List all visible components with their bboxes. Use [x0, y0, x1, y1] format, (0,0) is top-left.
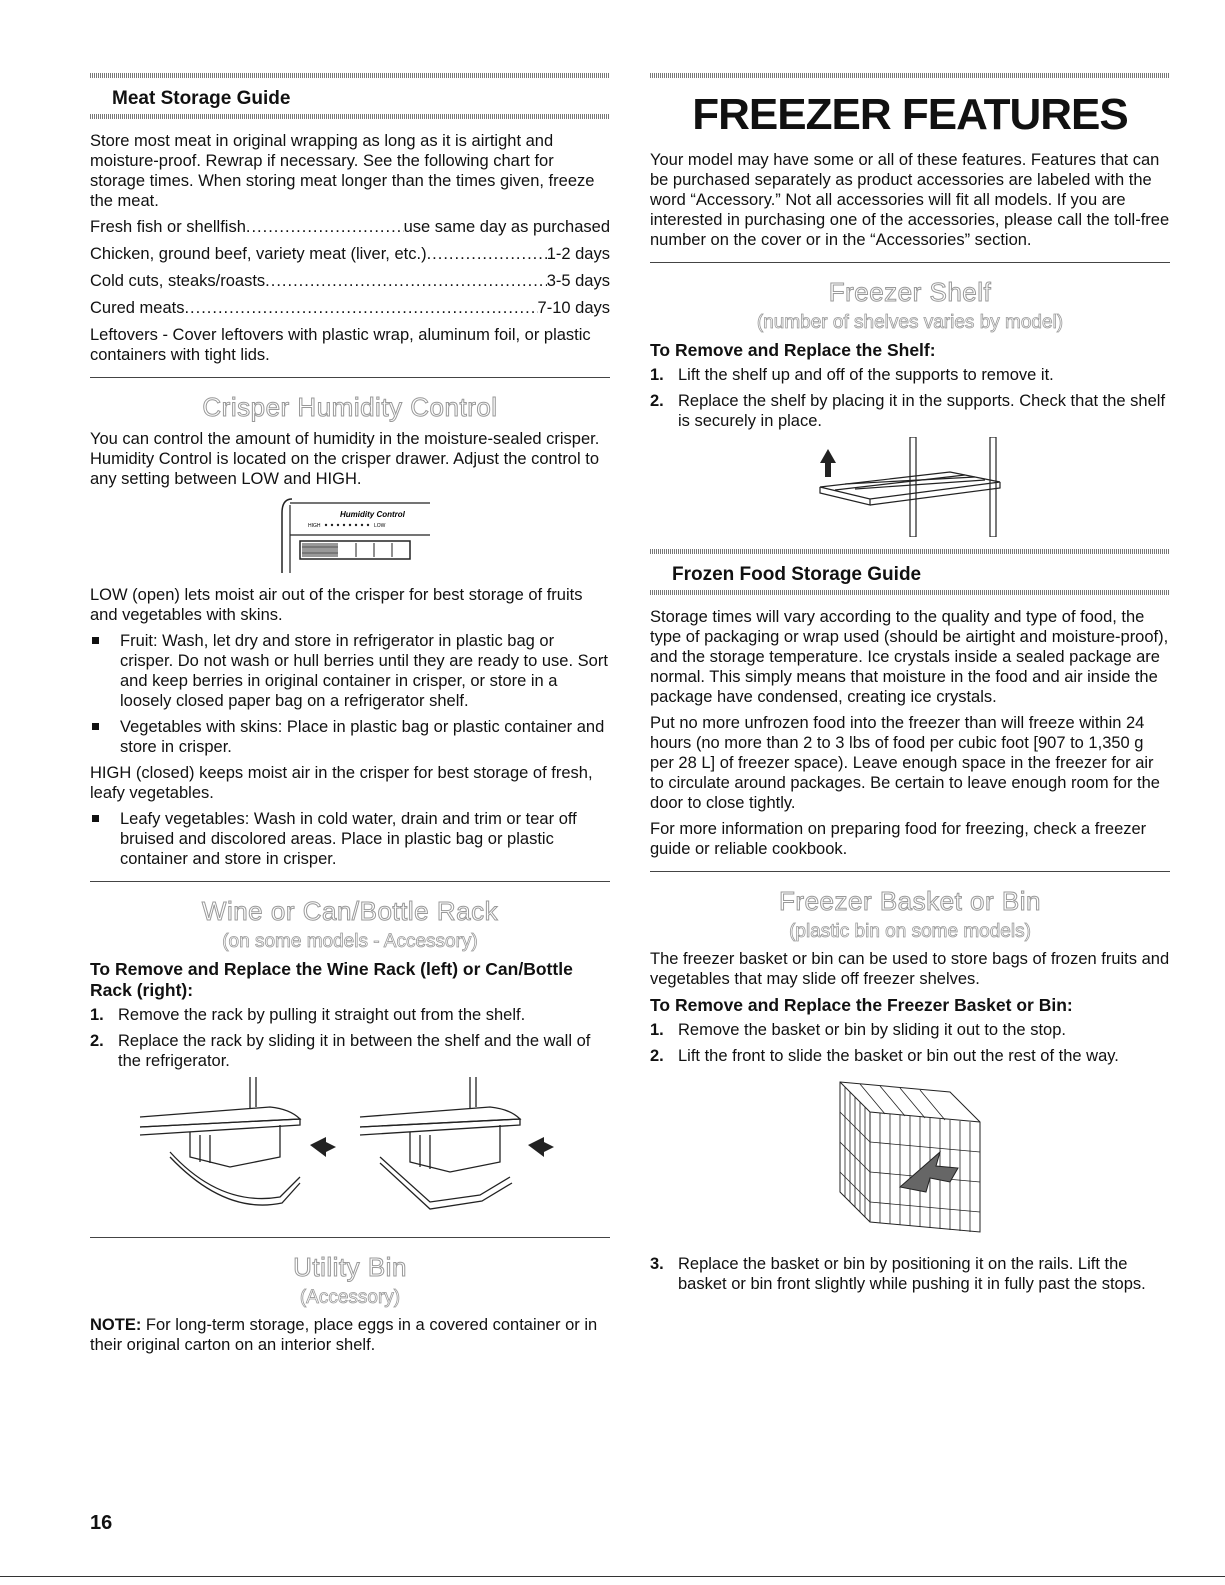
- freezer-basket-heading: Freezer Basket or Bin: [779, 886, 1041, 916]
- meat-guide-intro: Store most meat in original wrapping as long as it is airtight and moisture-proof. Rewrap if necessary. See the following chart for storage times. When storing meat longer than the times given, freeze the meat.: [90, 132, 595, 210]
- freezer-shelf-illustration: [800, 437, 1020, 537]
- list-item: [90, 717, 610, 757]
- utility-bin-note: [90, 1315, 610, 1355]
- freezer-basket-sub: (plastic bin on some models): [789, 921, 1031, 942]
- list-item: [90, 1005, 610, 1025]
- control-low: LOW: [374, 523, 386, 529]
- control-label: Humidity Control: [340, 510, 405, 519]
- table-row: [90, 244, 610, 264]
- frozen-guide-para: For more information on preparing food for freezing, check a freezer guide or reliable cookbook.: [650, 820, 1147, 858]
- step-number: 3.: [650, 1255, 664, 1273]
- freezer-basket-subhead: To Remove and Replace the Freezer Basket or Bin:: [650, 995, 1073, 1015]
- note-text: For long-term storage, place eggs in a covered container or in their original carton on an interior shelf.: [90, 1316, 598, 1354]
- table-row: [90, 298, 610, 318]
- wine-rack-subhead: To Remove and Replace the Wine Rack (left) or Can/Bottle Rack (right):: [90, 959, 573, 1000]
- bullet-text: Leafy vegetables: Wash in cold water, drain and trim or tear off bruised and discolored areas. Place in plastic bag or plastic container and store in crisper.: [120, 810, 577, 868]
- humidity-control-illustration: [270, 495, 430, 575]
- section-rule: [650, 262, 1170, 263]
- frozen-guide-para: Put no more unfrozen food into the freezer than will freeze within 24 hours (no more than 2 to 3 lbs of food per cubic foot [907 to 1,350 g per 28 L] of freezer space). Leave enough space in the freezer for air to circulate around packages. Be certain to leave enough room for the door to close tightly.: [650, 714, 1160, 812]
- arrow-icon: [528, 1137, 554, 1157]
- list-item: [650, 391, 1170, 431]
- low-bullets: [90, 631, 610, 757]
- row-label: Cold cuts, steaks/roasts: [90, 272, 266, 290]
- step-number: 2.: [90, 1032, 104, 1050]
- bullet-text: Fruit: Wash, let dry and store in refrigerator in plastic bag or crisper. Do not wash or hull berries until they are ready to use. Sort and keep berries in original container in crisper, or store in a loosely closed paper bag on a refrigerator shelf.: [120, 632, 608, 710]
- step-text: Remove the rack by pulling it straight out from the shelf.: [118, 1006, 526, 1024]
- freezer-basket-intro: The freezer basket or bin can be used to store bags of frozen fruits and vegetables that may slide off freezer shelves.: [650, 950, 1170, 988]
- crisper-heading: Crisper Humidity Control: [202, 392, 498, 422]
- list-item: [650, 365, 1170, 385]
- step-text: Remove the basket or bin by sliding it out to the stop.: [678, 1021, 1066, 1039]
- control-high: HIGH: [308, 523, 321, 529]
- page-number: 16: [90, 1512, 113, 1534]
- step-number: 2.: [650, 1047, 664, 1065]
- section-rule: [650, 871, 1170, 872]
- list-item: [90, 1031, 610, 1071]
- wine-rack-illustration: [130, 1077, 570, 1217]
- freezer-shelf-subhead: To Remove and Replace the Shelf:: [650, 340, 936, 360]
- freezer-basket-illustration: [830, 1072, 990, 1242]
- list-item: [90, 809, 610, 869]
- step-text: Replace the rack by sliding it in between the shelf and the wall of the refrigerator.: [118, 1032, 591, 1070]
- row-label: Cured meats: [90, 299, 185, 317]
- step-text: Lift the shelf up and off of the supports to remove it.: [678, 366, 1054, 384]
- row-label: Chicken, ground beef, variety meat (liver, etc.): [90, 245, 427, 263]
- frozen-guide-para: Storage times will vary according to the quality and type of food, the type of packaging or wrap used (should be airtight and moisture-proof), and the storage temperature. Ice crystals inside a sealed package are normal. This simply means that moisture in the food and air inside the package have condensed, creating ice crystals.: [650, 608, 1169, 706]
- row-value: 3-5 days: [546, 272, 610, 290]
- up-arrow-icon: [820, 449, 836, 477]
- page-bottom-rule: [0, 1576, 1225, 1577]
- freezer-basket-step3: [650, 1254, 1170, 1294]
- section-rule: [90, 377, 610, 378]
- row-value: 7-10 days: [537, 299, 610, 317]
- table-row: [90, 217, 610, 237]
- freezer-intro: Your model may have some or all of these features. Features that can be purchased separately as product accessories are labeled with the word “Accessory.” Not all accessories will fit all models. If you are interested in purchasing one of the accessories, please call the toll-free number on the cover or in the “Accessories” section.: [650, 151, 1170, 249]
- step-text: Replace the basket or bin by positioning it on the rails. Lift the basket or bin front slightly while pushing it in fully past the stops.: [678, 1255, 1146, 1293]
- step-number: 1.: [90, 1006, 104, 1024]
- arrow-icon: [900, 1152, 958, 1192]
- meat-guide-title: Meat Storage Guide: [112, 88, 291, 109]
- section-rule: [90, 1237, 610, 1238]
- step-number: 1.: [650, 366, 664, 384]
- high-text: HIGH (closed) keeps moist air in the crisper for best storage of fresh, leafy vegetables.: [90, 764, 593, 802]
- frozen-guide-title: Frozen Food Storage Guide: [672, 564, 922, 585]
- freezer-shelf-heading: Freezer Shelf: [828, 277, 992, 307]
- step-number: 2.: [650, 392, 664, 410]
- wine-rack-heading: Wine or Can/Bottle Rack: [201, 896, 499, 926]
- freezer-shelf-sub: (number of shelves varies by model): [756, 312, 1064, 333]
- list-item: [90, 631, 610, 711]
- leftovers-text: Leftovers - Cover leftovers with plastic wrap, aluminum foil, or plastic containers with tight lids.: [90, 326, 591, 364]
- row-label: Fresh fish or shellfish: [90, 218, 246, 236]
- row-value: 1-2 days: [546, 245, 610, 263]
- utility-bin-sub: (Accessory): [299, 1287, 401, 1308]
- list-item: [650, 1254, 1170, 1294]
- crisper-intro: You can control the amount of humidity in the moisture-sealed crisper. Humidity Control is located on the crisper drawer. Adjust the control to any setting between LOW and HIGH.: [90, 430, 600, 488]
- row-value: use same day as purchased: [403, 218, 610, 236]
- meat-storage-table: [90, 217, 610, 318]
- bullet-text: Vegetables with skins: Place in plastic bag or plastic container and store in crisper.: [120, 718, 605, 756]
- table-row: [90, 271, 610, 291]
- list-item: [650, 1020, 1170, 1040]
- freezer-basket-steps: [650, 1020, 1170, 1066]
- freezer-shelf-steps: [650, 365, 1170, 431]
- right-column: [650, 0, 1170, 1300]
- section-divider: [650, 73, 1170, 78]
- note-label: NOTE:: [90, 1316, 142, 1334]
- list-item: [650, 1046, 1170, 1066]
- arrow-icon: [310, 1137, 336, 1157]
- wine-rack-steps: [90, 1005, 610, 1071]
- wine-rack-sub: (on some models - Accessory): [222, 931, 478, 952]
- step-number: 1.: [650, 1021, 664, 1039]
- low-text: LOW (open) lets moist air out of the crisper for best storage of fruits and vegetables with skins.: [90, 586, 583, 624]
- step-text: Lift the front to slide the basket or bin out the rest of the way.: [678, 1047, 1119, 1065]
- step-text: Replace the shelf by placing it in the supports. Check that the shelf is securely in place.: [678, 392, 1166, 430]
- humidity-slider: [302, 543, 338, 557]
- left-column: [90, 0, 610, 1361]
- page-title: FREEZER FEATURES: [692, 90, 1128, 139]
- high-bullets: [90, 809, 610, 869]
- utility-bin-heading: Utility Bin: [293, 1252, 407, 1282]
- section-rule: [90, 881, 610, 882]
